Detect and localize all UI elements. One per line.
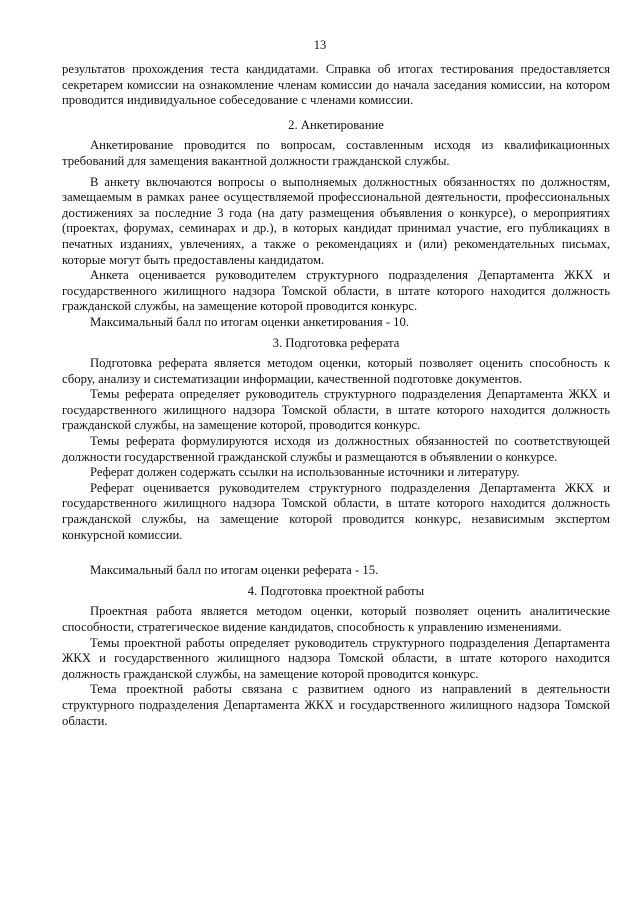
questionnaire-max-score: Максимальный балл по итогам оценки анкетирования - 10. xyxy=(90,314,410,329)
page-number: 13 xyxy=(313,38,327,52)
questionnaire-paragraph-2: В анкету включаются вопросы о выполняемых должностных обязанностях по должностям, замещаемым в рамках ранее осуществляемой профессиональной деятельности, профессиональных достижениях за последние 3 года (на дату размещения объявления о конкурсе), о мероприятиях (проектах, форумах, семинарах и др.), в которых кандидат принимал участие, его публикациях в печатных изданиях, увлечениях, а также о рекомендациях и (или) рекомендательных письмах, которые могут быть предоставлены кандидатом. xyxy=(62,174,610,267)
section-heading-questionnaire: 2. Анкетирование xyxy=(288,117,384,132)
section-heading-project: 4. Подготовка проектной работы xyxy=(247,583,425,598)
essay-paragraph-3: Темы реферата формулируются исходя из должностных обязанностей по соответствующей должности государственной гражданской службы и размещаются в объявлении о конкурсе. xyxy=(62,434,610,464)
intro-paragraph: результатов прохождения теста кандидатами. Справка об итогах тестирования предоставляется секретарем комиссии на ознакомление членам комиссии до начала заседания комиссии, на котором проводится индивидуальное собеседование с членами комиссии. xyxy=(62,62,610,108)
questionnaire-paragraph-3: Анкета оценивается руководителем структурного подразделения Департамента ЖКХ и государственного жилищного надзора Томской области, в штате которого находится должность гражданской службы, на замещение которой проводится конкурс. xyxy=(62,268,610,314)
essay-max-score: Максимальный балл по итогам оценки реферата - 15. xyxy=(90,563,379,578)
project-paragraph-3: Тема проектной работы связана с развитием одного из направлений в деятельности структурного подразделения Департамента ЖКХ и государственного жилищного надзора Томской области. xyxy=(62,682,610,728)
questionnaire-paragraph-1: Анкетирование проводится по вопросам, составленным исходя из квалификационных требований для замещения вакантной должности гражданской службы. xyxy=(62,138,610,168)
project-paragraph-2: Темы проектной работы определяет руководитель структурного подразделения Департамента ЖКХ и государственного жилищного надзора Томской области, в штате которого находится должность гражданской службы, на замещение которой проводится конкурс. xyxy=(62,635,610,681)
document-body xyxy=(62,62,610,729)
essay-paragraph-1: Подготовка реферата является методом оценки, который позволяет оценить способность к сбору, анализу и систематизации информации, качественной подготовке документов. xyxy=(62,356,610,386)
essay-paragraph-5: Реферат оценивается руководителем структурного подразделения Департамента ЖКХ и государственного жилищного надзора Томской области, в штате которого находится должность гражданской службы, на замещение которой проводится конкурс, независимым экспертом конкурсной комиссии. xyxy=(62,480,610,542)
section-heading-essay: 3. Подготовка реферата xyxy=(272,335,400,350)
essay-paragraph-2: Темы реферата определяет руководитель структурного подразделения Департамента ЖКХ и государственного жилищного надзора Томской области, в штате которого находится должность гражданской службы, на замещение которой, проводится конкурс. xyxy=(62,387,610,433)
project-paragraph-1: Проектная работа является методом оценки, который позволяет оценить аналитические способности, стратегическое видение кандидатов, способность к управлению изменениями. xyxy=(62,604,610,634)
essay-paragraph-4: Реферат должен содержать ссылки на использованные источники и литературу. xyxy=(90,465,520,480)
